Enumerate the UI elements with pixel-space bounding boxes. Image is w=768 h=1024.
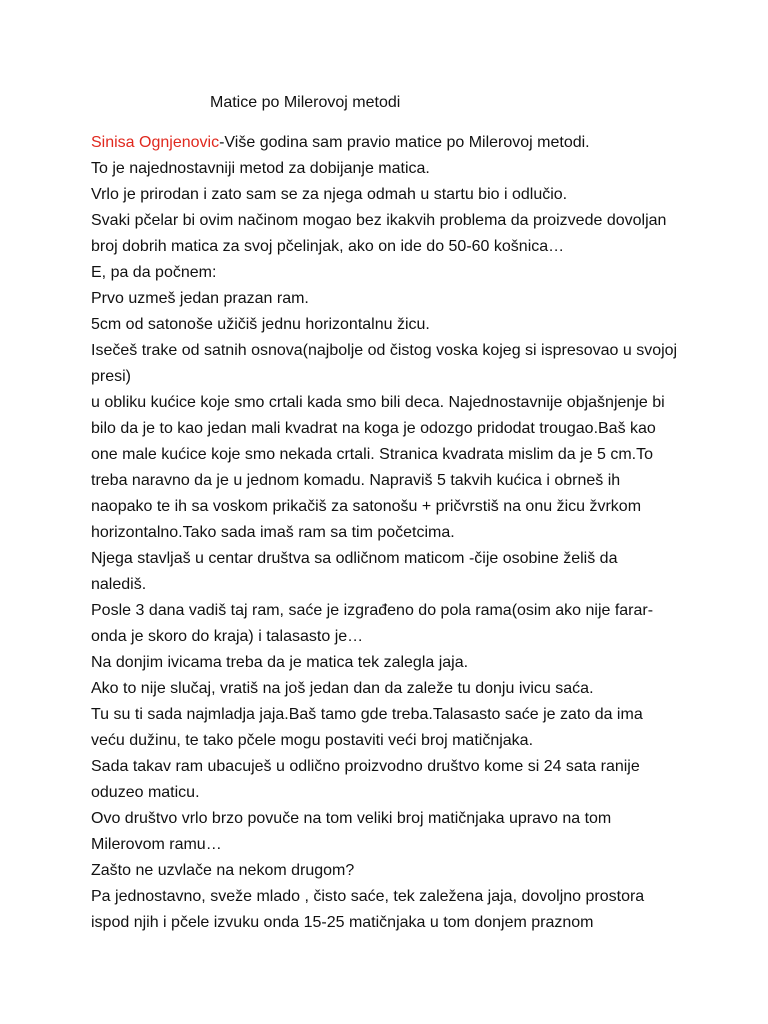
text-line: Pa jednostavno, sveže mlado , čisto saće, tek zaležena jaja, dovoljno prostora — [91, 888, 645, 905]
text-line: To je najednostavniji metod za dobijanje matica. — [91, 160, 430, 177]
text-line: Zašto ne uzvlače na nekom drugom? — [91, 862, 355, 879]
text-line: naopako te ih sa voskom prikačiš za satonošu + pričvrstiš na onu žicu žvrkom — [91, 498, 642, 515]
text-line: Prvo uzmeš jedan prazan ram. — [91, 290, 309, 307]
text-line: ispod njih i pčele izvuku onda 15-25 matičnjaka u tom donjem praznom — [91, 914, 594, 931]
first-line-text: -Više godina sam pravio matice po Milerovoj metodi. — [219, 134, 590, 151]
page-title: Matice po Milerovoj metodi — [210, 94, 401, 111]
text-line: Posle 3 dana vadiš taj ram, saće je izgrađeno do pola rama(osim ako nije farar- — [91, 602, 654, 619]
text-line: Svaki pčelar bi ovim načinom mogao bez ikakvih problema da proizvede dovoljan — [91, 212, 667, 229]
text-line: bilo da je to kao jedan mali kvadrat na koga je odozgo pridodat trougao.Baš kao — [91, 420, 656, 437]
text-line: 5cm od satonoše užičiš jednu horizontalnu žicu. — [91, 316, 430, 333]
text-line: Ovo društvo vrlo brzo povuče na tom veliki broj matičnjaka upravo na tom — [91, 810, 612, 827]
document-body — [91, 130, 691, 936]
author-name: Sinisa Ognjenovic — [91, 134, 220, 151]
text-line: onda je skoro do kraja) i talasasto je… — [91, 628, 364, 645]
text-line: horizontalno.Tako sada imaš ram sa tim početcima. — [91, 524, 455, 541]
text-line: oduzeo maticu. — [91, 784, 200, 801]
text-line: nalediš. — [91, 576, 147, 593]
text-line: one male kućice koje smo nekada crtali. Stranica kvadrata mislim da je 5 cm.To — [91, 446, 654, 463]
text-line: broj dobrih matica za svoj pčelinjak, ako on ide do 50-60 košnica… — [91, 238, 565, 255]
text-line — [91, 130, 691, 156]
text-line: Vrlo je prirodan i zato sam se za njega odmah u startu bio i odlučio. — [91, 186, 568, 203]
text-line: Ako to nije slučaj, vratiš na još jedan dan da zaleže tu donju ivicu saća. — [91, 680, 594, 697]
text-line: Milerovom ramu… — [91, 836, 222, 853]
text-line: u obliku kućice koje smo crtali kada smo bili deca. Najednostavnije objašnjenje bi — [91, 394, 665, 411]
text-line: E, pa da počnem: — [91, 264, 217, 281]
text-line: Na donjim ivicama treba da je matica tek zalegla jaja. — [91, 654, 469, 671]
text-line: treba naravno da je u jednom komadu. Napraviš 5 takvih kućica i obrneš ih — [91, 472, 621, 489]
text-line: Njega stavljaš u centar društva sa odličnom maticom -čije osobine želiš da — [91, 550, 618, 567]
text-line: presi) — [91, 368, 132, 385]
text-line: veću dužinu, te tako pčele mogu postaviti veći broj matičnjaka. — [91, 732, 534, 749]
text-line: Tu su ti sada najmladja jaja.Baš tamo gde treba.Talasasto saće je zato da ima — [91, 706, 643, 723]
text-line: Sada takav ram ubacuješ u odlično proizvodno društvo kome si 24 sata ranije — [91, 758, 640, 775]
text-line: Isečeš trake od satnih osnova(najbolje od čistog voska kojeg si ispresovao u svojoj — [91, 342, 678, 359]
